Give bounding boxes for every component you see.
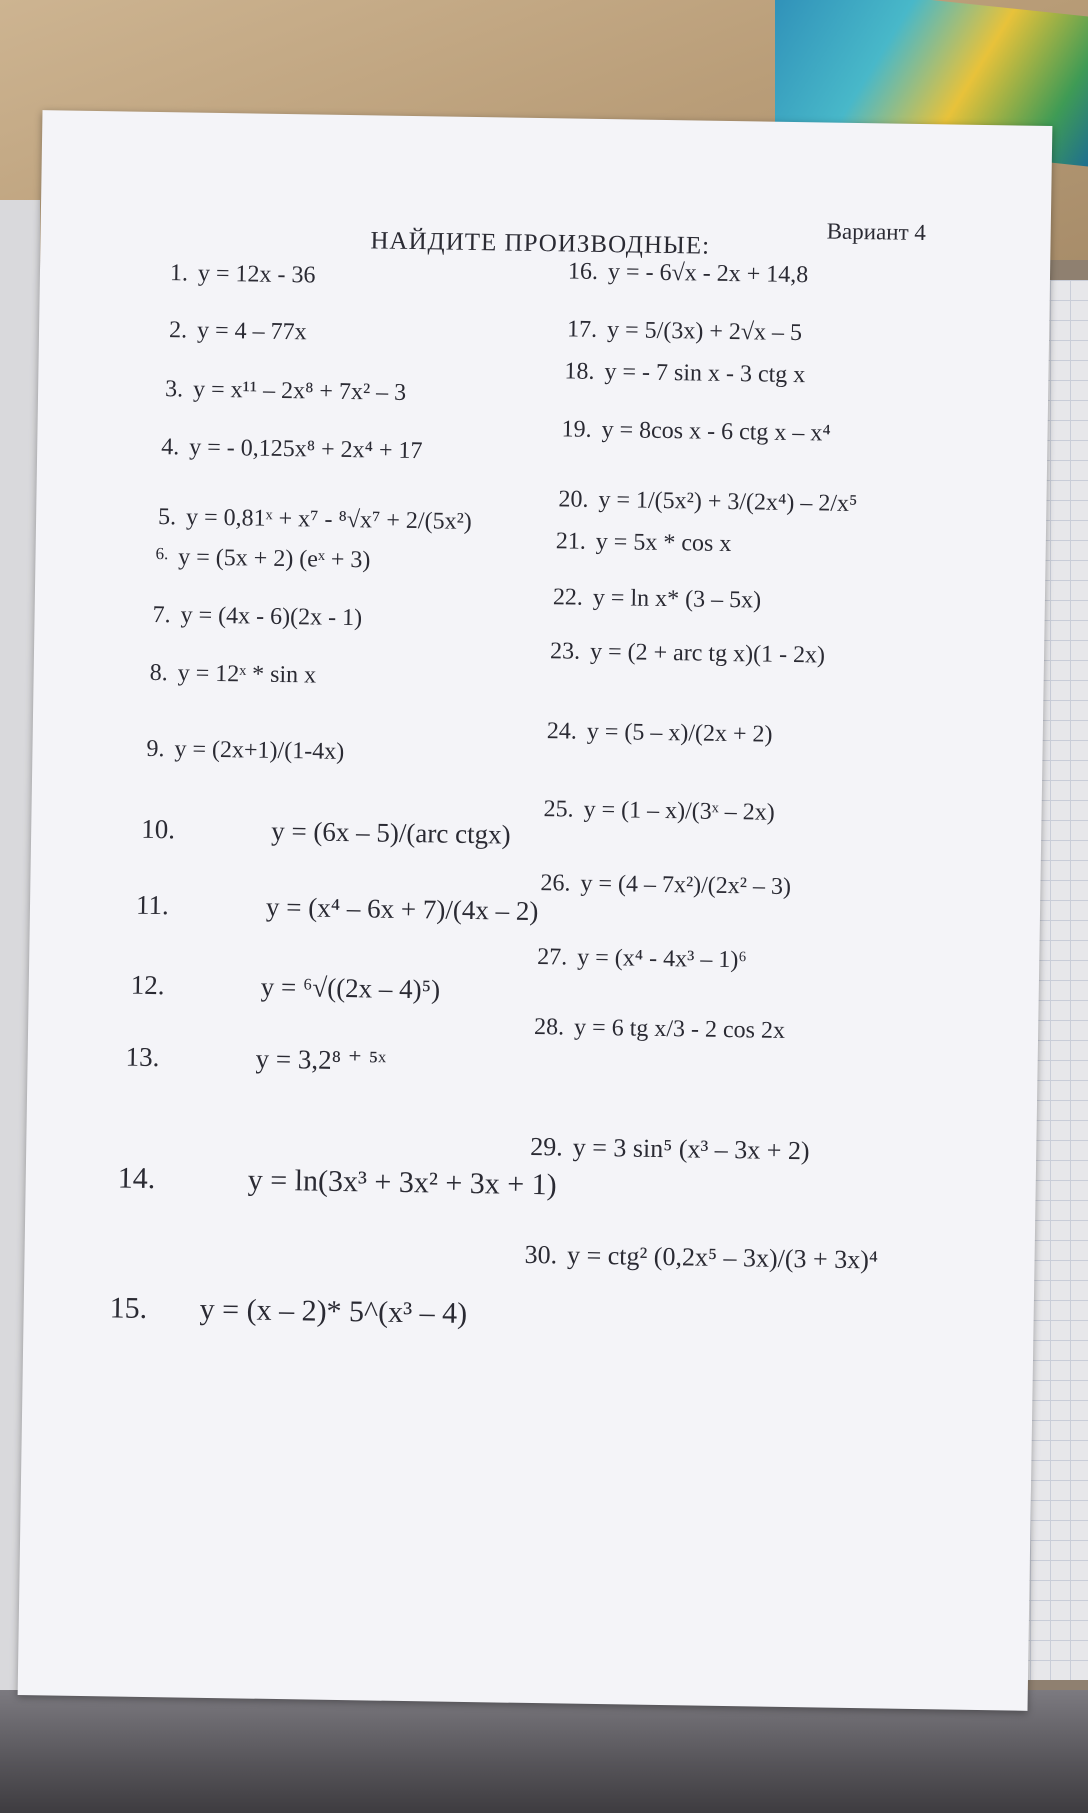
- problem-number: 8.: [149, 659, 168, 687]
- problem-27: [537, 944, 747, 974]
- problem-expression: y = 12x - 36: [197, 260, 316, 289]
- problem-15: [109, 1291, 467, 1331]
- problem-expression: y = 0,81ˣ + x⁷ - ⁸√x⁷ + 2/(5x²): [185, 504, 472, 535]
- problem-expression: y = 1/(5x²) + 3/(2x⁴) – 2/x⁵: [598, 486, 858, 518]
- problem-expression: y = - 0,125x⁸ + 2x⁴ + 17: [189, 434, 423, 465]
- problem-26: [540, 870, 791, 901]
- problem-9: [146, 736, 344, 766]
- problem-4: [161, 434, 423, 465]
- problem-6: [155, 544, 370, 574]
- problem-expression: y = (2x+1)/(1-4x): [174, 736, 345, 765]
- problem-expression: y = 6 tg x/3 - 2 cos 2x: [573, 1014, 786, 1044]
- problem-1: [170, 260, 316, 289]
- problem-number: 21.: [555, 528, 587, 555]
- problem-number: 3.: [164, 376, 184, 403]
- problem-expression: y = (4 – 7x²)/(2x² – 3): [580, 870, 792, 901]
- problem-number: 4.: [161, 434, 180, 461]
- problem-expression: y = (x⁴ - 4x³ – 1)⁶: [577, 944, 747, 974]
- problem-expression: y = ln(3x³ + 3x² + 3x + 1): [247, 1163, 557, 1202]
- problem-expression: y = 3,2⁸ ⁺ ⁵ˣ: [255, 1043, 387, 1076]
- problem-number: 19.: [561, 416, 592, 443]
- problem-30: [524, 1240, 878, 1276]
- problem-expression: y = 5x * cos x: [595, 528, 732, 558]
- problem-number: 11.: [135, 889, 170, 921]
- problem-expression: y = (6x – 5)/(arc ctgx): [270, 815, 511, 850]
- problem-number: 10.: [140, 813, 176, 845]
- problem-expression: y = ln x* (3 – 5x): [592, 584, 762, 614]
- worksheet-title: НАЙДИТЕ ПРОИЗВОДНЫЕ:: [370, 227, 711, 260]
- problem-24: [547, 718, 773, 749]
- problem-23: [550, 638, 825, 669]
- problem-number: 16.: [567, 258, 599, 285]
- problem-expression: y = (5 – x)/(2x + 2): [586, 718, 773, 748]
- problem-20: [558, 486, 857, 518]
- problem-25: [543, 796, 775, 827]
- problem-number: 28.: [533, 1014, 565, 1041]
- problem-2: [169, 317, 307, 346]
- problem-expression: y = - 7 sin x - 3 ctg x: [604, 359, 806, 389]
- problem-expression: y = 12ˣ * sin x: [177, 660, 317, 689]
- problem-12: [131, 970, 441, 1006]
- problem-13: [125, 1042, 386, 1077]
- problem-number: 15.: [109, 1291, 148, 1325]
- problem-number: 1.: [169, 260, 189, 287]
- problem-16: [568, 258, 809, 289]
- problem-expression: y = 4 – 77x: [196, 317, 307, 346]
- problem-expression: y = (x⁴ – 6x + 7)/(4x – 2): [265, 891, 539, 927]
- problem-number: 18.: [564, 358, 595, 385]
- problem-11: [136, 890, 539, 927]
- problem-expression: y = ⁶√((2x – 4)⁵): [260, 971, 441, 1005]
- problem-expression: y = (x – 2)* 5^(x³ – 4): [199, 1292, 468, 1330]
- problem-10: [141, 814, 511, 851]
- problem-number: 12.: [130, 969, 165, 1001]
- problem-18: [564, 358, 805, 389]
- worksheet-page: [18, 110, 1053, 1711]
- problem-expression: y = (1 – x)/(3ˣ – 2x): [583, 796, 775, 826]
- problem-expression: y = (2 + arc tg x)(1 - 2x): [589, 638, 826, 669]
- problem-expression: y = x¹¹ – 2x⁸ + 7x² – 3: [192, 376, 407, 406]
- problem-number: 6.: [155, 543, 169, 564]
- problem-number: 24.: [546, 718, 578, 745]
- problem-22: [553, 584, 762, 614]
- problem-3: [165, 376, 406, 407]
- problem-expression: y = ctg² (0,2x⁵ – 3x)/(3 + 3x)⁴: [566, 1240, 879, 1275]
- problem-28: [534, 1014, 785, 1045]
- problem-number: 23.: [549, 638, 581, 665]
- problem-expression: y = 8cos x - 6 ctg x – x⁴: [601, 416, 831, 447]
- problem-number: 17.: [566, 316, 598, 343]
- problem-number: 13.: [125, 1041, 160, 1073]
- problem-number: 14.: [117, 1161, 156, 1196]
- problem-number: 9.: [146, 735, 165, 763]
- problem-29: [530, 1132, 810, 1166]
- problem-8: [149, 660, 316, 690]
- problem-expression: y = 5/(3x) + 2√x – 5: [606, 317, 803, 347]
- variant-label: Вариант 4: [826, 218, 927, 246]
- problem-7: [152, 602, 362, 632]
- problem-21: [556, 528, 732, 558]
- problem-expression: y = 3 sin⁵ (x³ – 3x + 2): [572, 1132, 810, 1166]
- problem-number: 27.: [537, 944, 568, 971]
- problem-number: 26.: [540, 870, 571, 897]
- problem-expression: y = - 6√x - 2x + 14,8: [607, 259, 809, 289]
- problem-17: [567, 316, 802, 347]
- problem-number: 5.: [157, 504, 177, 531]
- problem-number: 30.: [524, 1239, 558, 1270]
- problem-5: [158, 504, 472, 536]
- problem-expression: y = (5x + 2) (eˣ + 3): [178, 544, 371, 574]
- problem-number: 29.: [530, 1131, 564, 1162]
- problem-14: [117, 1161, 556, 1202]
- problem-number: 2.: [168, 317, 188, 344]
- problem-number: 20.: [558, 486, 589, 513]
- problem-number: 25.: [543, 796, 574, 823]
- problem-number: 22.: [552, 584, 584, 611]
- problem-number: 7.: [152, 601, 171, 629]
- problem-19: [561, 416, 831, 447]
- problem-expression: y = (4x - 6)(2x - 1): [180, 602, 363, 632]
